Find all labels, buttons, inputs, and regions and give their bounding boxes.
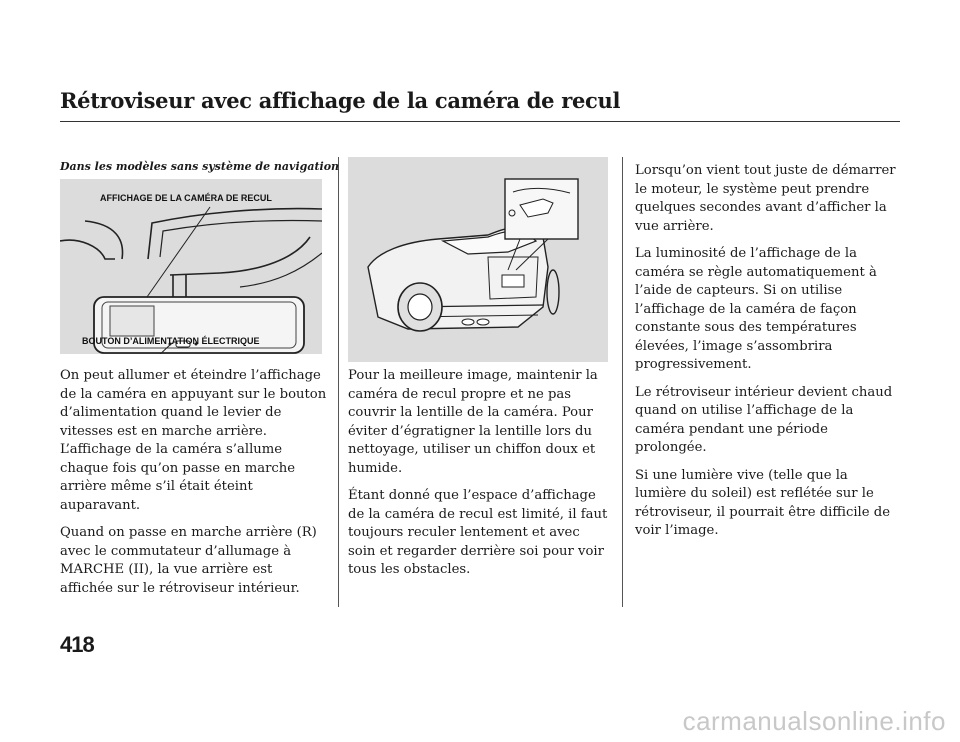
page-title: Rétroviseur avec affichage de la caméra de recul <box>60 88 621 113</box>
paragraph: Étant donné que l’espace d’affichage de la caméra de recul est limité, il faut toujours reculer lentement et avec soin et regarder derrière soi pour voir tous les obstacles. <box>348 488 608 577</box>
watermark: carmanualsonline.info <box>682 706 946 736</box>
paragraph: Lorsqu’on vient tout juste de démarrer le moteur, le système peut prendre quelques secondes avant d’afficher la vue arrière. <box>635 163 896 234</box>
column-divider-1 <box>338 157 339 607</box>
label-power-button: BOUTON D’ALIMENTATION ÉLECTRIQUE <box>82 336 260 346</box>
car-rear-illustration <box>348 157 608 362</box>
paragraph: Si une lumière vive (telle que la lumière du soleil) est reflétée sur le rétroviseur, il pourrait être difficile de voir l’image. <box>635 467 891 538</box>
column-1-text <box>60 367 328 607</box>
text-auto-on: L’affichage de la caméra s’allume chaque fois qu’on passe en marche arrière même s’il était éteint auparavant. <box>60 442 296 513</box>
subheading: Dans les modèles sans système de navigation <box>60 160 340 173</box>
paragraph: Pour la meilleure image, maintenir la caméra de recul propre et ne pas couvrir la lentille de la caméra. Pour éviter d’égratigner la lentille lors du nettoyage, utiliser un chiffon doux et humide. <box>348 368 598 476</box>
column-2-text <box>348 367 610 589</box>
column-divider-2 <box>622 157 623 607</box>
paragraph: Quand on passe en marche arrière (R) avec le commutateur d’allumage à MARCHE (II), la vue arrière est affichée sur le rétroviseur intérieur. <box>60 525 317 596</box>
title-rule <box>60 121 900 122</box>
mirror-illustration <box>60 179 322 354</box>
paragraph <box>60 367 328 515</box>
car-figure <box>348 157 608 362</box>
text-power-button: On peut allumer et éteindre l’affichage de la caméra en appuyant sur le bouton d’alimentation quand le levier de vitesses est en marche arrière. <box>60 368 327 439</box>
page-number: 418 <box>60 632 94 657</box>
label-camera-display: AFFICHAGE DE LA CAMÉRA DE RECUL <box>100 193 272 203</box>
column-3-text <box>635 162 901 550</box>
paragraph: Le rétroviseur intérieur devient chaud quand on utilise l’affichage de la caméra pendant une période prolongée. <box>635 384 893 455</box>
paragraph: La luminosité de l’affichage de la caméra se règle automatiquement à l’aide de capteurs. Si on utilise l’affichage de la caméra de façon constante sous des températures élevées, l’image s’assombrira progressivement. <box>635 246 877 372</box>
mirror-figure <box>60 179 322 354</box>
